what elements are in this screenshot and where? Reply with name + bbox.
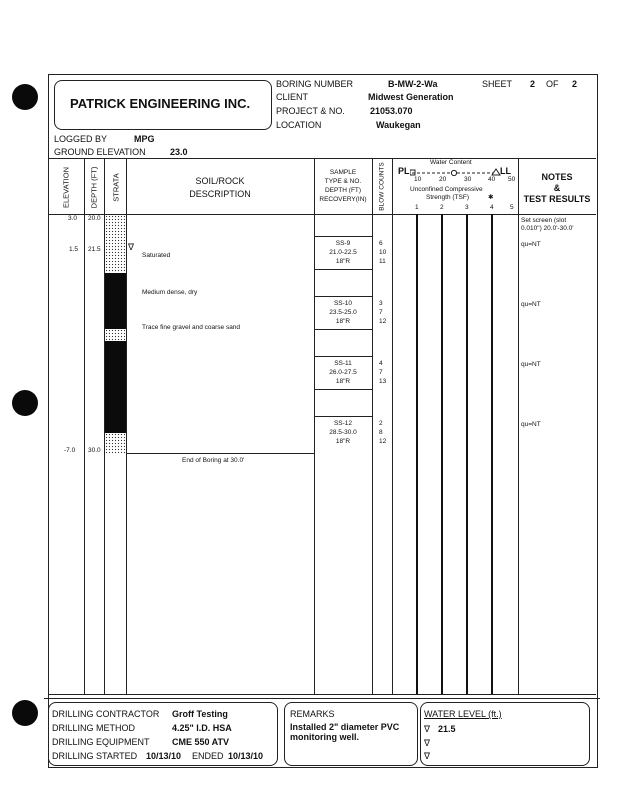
started-label: DRILLING STARTED xyxy=(52,751,138,761)
graph-line xyxy=(466,214,468,694)
strata-sand-mid xyxy=(105,329,126,341)
table-header-line xyxy=(48,214,596,215)
sample-line xyxy=(314,389,372,390)
sample-recovery: 18"R xyxy=(335,258,351,265)
sample-id: SS-9 xyxy=(335,240,351,247)
sample-line xyxy=(314,329,372,330)
strata-dark-2 xyxy=(105,341,126,433)
water-level-icon-3: ∇ xyxy=(424,751,431,761)
blow-count: 12 xyxy=(379,318,387,325)
ucs-scale-5: 5 xyxy=(510,204,514,211)
desc-medium-dense: Medium dense, dry xyxy=(142,289,198,296)
sample-line xyxy=(314,356,372,357)
table-top-line xyxy=(48,158,596,159)
grid-line xyxy=(126,158,127,694)
elevation-header: ELEVATION xyxy=(61,167,71,208)
soil-header-2: DESCRIPTION xyxy=(189,189,251,199)
blow-count: 7 xyxy=(379,369,383,376)
note-qu: qu=NT xyxy=(521,301,541,308)
footer-top-line xyxy=(44,698,600,699)
sample-line xyxy=(314,236,372,237)
contractor-label: DRILLING CONTRACTOR xyxy=(52,709,160,719)
water-level-label: WATER LEVEL (ft.) xyxy=(424,709,502,719)
sample-header-3: DEPTH (FT) xyxy=(324,187,362,194)
notes-header-2: & xyxy=(553,183,561,193)
graph-line xyxy=(416,214,418,694)
ucs-scale-2: 2 xyxy=(440,204,444,211)
sample-line xyxy=(314,416,372,417)
sheet-of-label: OF xyxy=(546,79,559,89)
table-bottom-line xyxy=(48,694,596,695)
blow-count: 12 xyxy=(379,438,387,445)
contractor-value: Groff Testing xyxy=(172,709,228,719)
ucs-scale-3: 3 xyxy=(465,204,469,211)
logged-by-value: MPG xyxy=(134,134,155,144)
depth-21-5: 21.5 xyxy=(88,246,101,253)
logged-by-label: LOGGED BY xyxy=(54,134,108,144)
sample-id: SS-12 xyxy=(333,420,353,427)
desc-end-of-boring: End of Boring at 30.0' xyxy=(182,457,245,464)
notes-header-1: NOTES xyxy=(541,172,573,182)
water-level-icon: ∇ xyxy=(424,724,431,734)
boring-number-label: BORING NUMBER xyxy=(276,79,354,89)
grid-line xyxy=(84,158,85,694)
scale-40: 40 xyxy=(488,176,496,183)
company-name: PATRICK ENGINEERING INC. xyxy=(70,96,251,111)
water-content-label: Water Content xyxy=(430,159,472,166)
depth-header: DEPTH (FT) xyxy=(89,166,99,209)
ll-label: LL xyxy=(500,166,511,176)
sample-depth: 23.5-25.0 xyxy=(329,309,357,316)
project-number: 21053.070 xyxy=(370,106,413,116)
sample-recovery: 18"R xyxy=(335,378,351,385)
sample-line xyxy=(314,269,372,270)
binder-hole-middle xyxy=(12,390,38,416)
blow-count: 7 xyxy=(379,309,383,316)
graph-line xyxy=(441,214,443,694)
remarks-line-2: monitoring well. xyxy=(290,732,359,742)
ucs-label-2: Strength (TSF) xyxy=(426,194,469,201)
end-of-boring-line xyxy=(126,453,314,454)
note-qu: qu=NT xyxy=(521,361,541,368)
sample-header-1: SAMPLE xyxy=(329,169,357,176)
blow-count: 13 xyxy=(379,378,387,385)
method-label: DRILLING METHOD xyxy=(52,723,136,733)
method-value: 4.25" I.D. HSA xyxy=(172,723,232,733)
scale-20: 20 xyxy=(439,176,447,183)
ground-elevation-label: GROUND ELEVATION xyxy=(54,147,146,157)
blow-count: 3 xyxy=(379,300,383,307)
scale-30: 30 xyxy=(464,176,472,183)
blow-counts-header: BLOW COUNTS xyxy=(378,162,386,211)
equipment-value: CME 550 ATV xyxy=(172,737,230,747)
sample-depth: 28.5-30.0 xyxy=(329,429,357,436)
blow-count: 6 xyxy=(379,240,383,247)
blow-count: 2 xyxy=(379,420,383,427)
grid-line xyxy=(372,158,373,694)
water-level-value: 21.5 xyxy=(438,724,456,734)
sample-id: SS-11 xyxy=(334,360,352,367)
desc-trace: Trace fine gravel and coarse sand xyxy=(142,324,241,331)
sample-recovery: 18"R xyxy=(335,438,351,445)
strata-sand-top xyxy=(105,215,126,273)
note-screen-2: 0.010") 20.0'-30.0' xyxy=(521,225,574,232)
elev-top: 3.0 xyxy=(68,215,78,222)
ended-label: ENDED xyxy=(192,751,224,761)
scale-10: 10 xyxy=(414,176,422,183)
blow-count: 4 xyxy=(379,360,383,367)
depth-top: 20.0 xyxy=(88,215,101,222)
strata-header: STRATA xyxy=(111,173,121,202)
sample-header-2: TYPE & NO. xyxy=(324,178,362,185)
boring-number: B-MW-2-Wa xyxy=(388,79,438,89)
water-level-icon-2: ∇ xyxy=(424,738,431,748)
sample-depth: 26.0-27.5 xyxy=(329,369,357,376)
sheet-number: 2 xyxy=(530,79,536,89)
soil-header-1: SOIL/ROCK xyxy=(195,176,245,186)
note-screen-1: Set screen (slot xyxy=(521,217,567,224)
ucs-scale-1: 1 xyxy=(415,204,419,211)
blow-count: 8 xyxy=(379,429,383,436)
started-value: 10/13/10 xyxy=(146,751,182,761)
water-table-icon: ∇ xyxy=(128,242,135,252)
desc-saturated: Saturated xyxy=(142,252,171,259)
depth-end: 30.0 xyxy=(88,447,101,454)
strata-dark-1 xyxy=(105,273,126,329)
binder-hole-top xyxy=(12,84,38,110)
elev-21-5: 1.5 xyxy=(69,246,79,253)
graph-line xyxy=(491,214,493,694)
client-value: Midwest Generation xyxy=(368,92,454,102)
note-qu: qu=NT xyxy=(521,421,541,428)
notes-header-3: TEST RESULTS xyxy=(523,194,591,204)
binder-hole-bottom xyxy=(12,700,38,726)
grid-line xyxy=(392,158,393,694)
remarks-label: REMARKS xyxy=(290,709,335,719)
remarks-line-1: Installed 2" diameter PVC xyxy=(290,722,400,732)
blow-count: 11 xyxy=(379,258,386,265)
ended-value: 10/13/10 xyxy=(228,751,264,761)
sample-id: SS-10 xyxy=(333,300,353,307)
pl-label: PL xyxy=(398,166,410,176)
location-value: Waukegan xyxy=(376,120,421,130)
note-qu: qu=NT xyxy=(521,241,541,248)
strata-sand-bottom xyxy=(105,433,126,454)
blow-count: 10 xyxy=(379,249,387,256)
grid-line xyxy=(518,158,519,694)
equipment-label: DRILLING EQUIPMENT xyxy=(52,737,150,747)
scale-50: 50 xyxy=(508,176,516,183)
ucs-label-1: Unconfined Compressive xyxy=(410,186,483,193)
location-label: LOCATION xyxy=(276,120,322,130)
sheet-total: 2 xyxy=(572,79,578,89)
sample-header-4: RECOVERY(IN) xyxy=(319,196,367,203)
ground-elevation-value: 23.0 xyxy=(170,147,188,157)
sheet-label: SHEET xyxy=(482,79,513,89)
elev-end: -7.0 xyxy=(64,447,76,454)
client-label: CLIENT xyxy=(276,92,309,102)
project-label: PROJECT & NO. xyxy=(276,106,345,116)
ucs-star-icon: ✱ xyxy=(488,194,494,201)
ucs-scale-4: 4 xyxy=(490,204,494,211)
sample-line xyxy=(314,296,372,297)
sample-recovery: 18"R xyxy=(335,318,351,325)
sample-depth: 21.0-22.5 xyxy=(329,249,357,256)
